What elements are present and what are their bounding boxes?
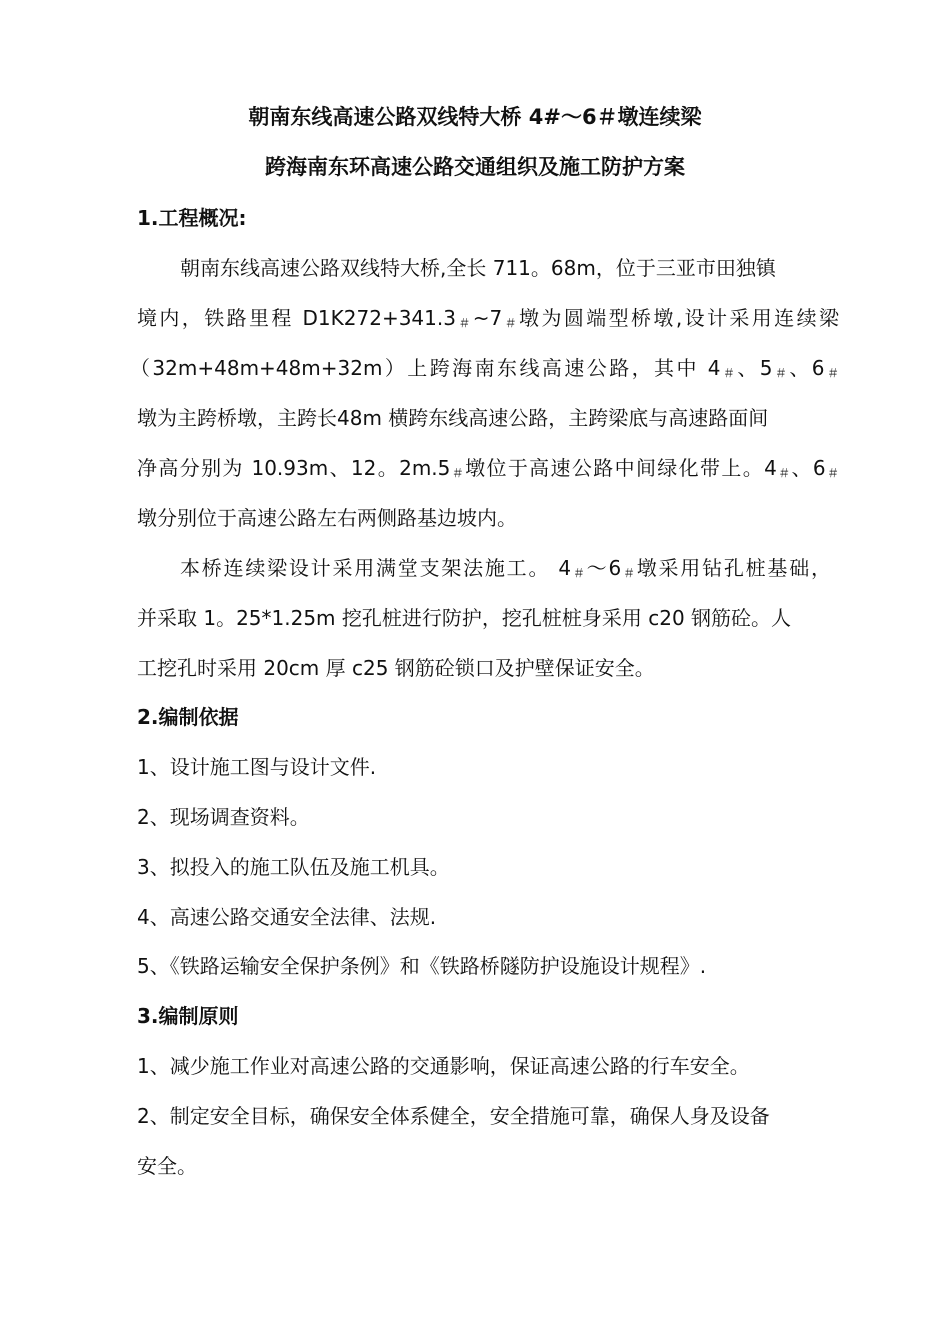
basis-list-item: 3、拟投入的施工队伍及施工机具。 [137,855,450,879]
basis-list-item: 1、设计施工图与设计文件. [137,755,377,779]
section-1-heading: 1.工程概况: [137,206,247,230]
paragraph-1-line-4: 墩为主跨桥墩，主跨长48m 横跨东线高速公路，主跨梁底与高速路面间 [137,406,769,430]
basis-list-item: 5、《铁路运输安全保护条例》和《铁路桥隧防护设施设计规程》. [137,954,707,978]
paragraph-1-line-3: （32m+48m+48m+32m）上跨海南东线高速公路，其中 4＃、5＃、6＃ [130,356,839,380]
paragraph-1-line-1: 朝南东线高速公路双线特大桥,全长 711。68m，位于三亚市田独镇 [180,256,776,280]
principle-list-item: 1、减少施工作业对高速公路的交通影响，保证高速公路的行车安全。 [137,1054,750,1078]
section-3-heading: 3.编制原则 [137,1004,239,1028]
paragraph-1-line-2: 境内，铁路里程 D1K272+341.3＃~7＃墩为圆端型桥墩,设计采用连续梁 [137,306,839,330]
basis-list-item: 2、现场调查资料。 [137,805,310,829]
principle-list-item: 2、制定安全目标，确保安全体系健全，安全措施可靠，确保人身及设备 [137,1104,770,1128]
paragraph-2-line-3: 工挖孔时采用 20cm 厚 c25 钢筋砼锁口及护壁保证安全。 [137,656,655,680]
paragraph-2-line-1: 本桥连续梁设计采用满堂支架法施工。 4＃～6＃墩采用钻孔桩基础， [180,556,831,580]
document-title-line-2: 跨海南东环高速公路交通组织及施工防护方案 [265,155,685,179]
section-2-heading: 2.编制依据 [137,705,239,729]
document-title-line-1: 朝南东线高速公路双线特大桥 4#～6＃墩连续梁 [248,105,702,129]
paragraph-2-line-2: 并采取 1。25*1.25m 挖孔桩进行防护，挖孔桩桩身采用 c20 钢筋砼。人 [137,606,792,630]
principle-list-item-continuation: 安全。 [137,1154,197,1178]
paragraph-1-line-6: 墩分别位于高速公路左右两侧路基边坡内。 [137,506,517,530]
paragraph-1-line-5: 净高分别为 10.93m、12。2m.5＃墩位于高速公路中间绿化带上。4＃、6＃ [137,456,839,480]
basis-list-item: 4、高速公路交通安全法律、法规. [137,905,437,929]
